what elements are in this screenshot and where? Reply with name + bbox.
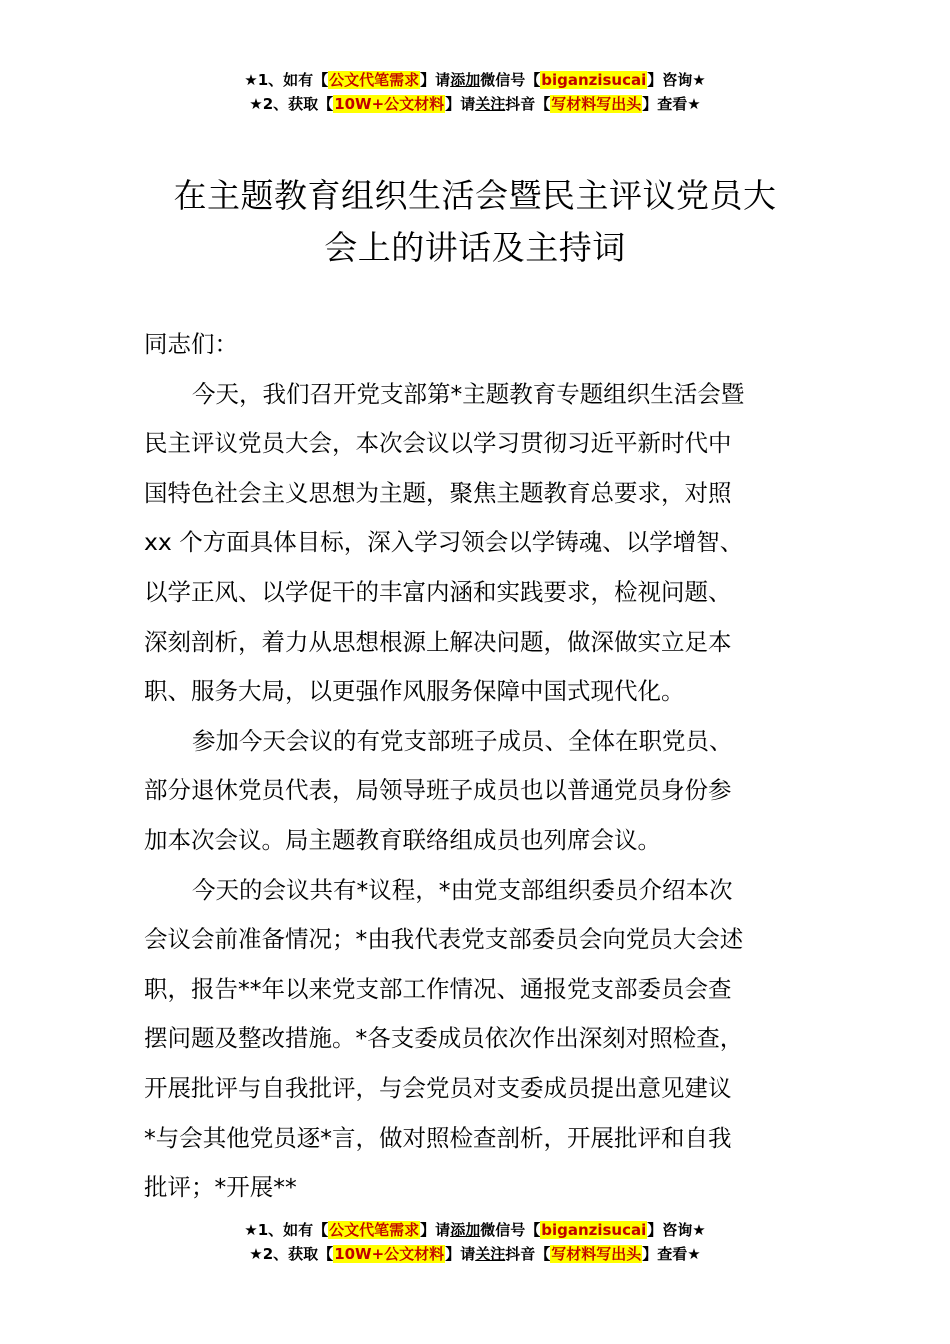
promo-line-1: ★1、如有【公文代笔需求】请添加微信号【biganzisucai】咨询★ xyxy=(244,71,706,89)
promo-line-2: ★2、获取【10W+公文材料】请关注抖音【写材料写出头】查看★ xyxy=(249,1245,701,1263)
paragraph-line: 参加今天会议的有党支部班子成员、全体在职党员、 xyxy=(192,726,733,755)
paragraph-line: 以学正风、以学促干的丰富内涵和实践要求，检视问题、 xyxy=(144,577,732,606)
header-promo xyxy=(0,68,950,116)
paragraph-line: xx 个方面具体目标，深入学习领会以学铸魂、以学增智、 xyxy=(144,528,744,557)
paragraph-line: 国特色社会主义思想为主题，聚焦主题教育总要求，对照 xyxy=(144,478,732,507)
paragraph-line: 加本次会议。局主题教育联络组成员也列席会议。 xyxy=(144,825,661,854)
paragraph-line: 职、服务大局，以更强作风服务保障中国式现代化。 xyxy=(144,677,685,706)
document-body xyxy=(144,320,809,1213)
paragraph-line: 今天，我们召开党支部第*主题教育专题组织生活会暨 xyxy=(192,379,745,408)
promo-line-2: ★2、获取【10W+公文材料】请关注抖音【写材料写出头】查看★ xyxy=(249,95,701,113)
promo-wechat-id: biganzisucai xyxy=(541,1221,647,1239)
paragraph-line: 批评；*开展** xyxy=(144,1173,297,1202)
promo-highlight: 10W+公文材料 xyxy=(334,1245,445,1263)
paragraph-line: *与会其他党员逐*言，做对照检查剖析，开展批评和自我 xyxy=(144,1123,732,1152)
footer-promo xyxy=(0,1218,950,1266)
promo-highlight: 公文代笔需求 xyxy=(329,71,420,89)
promo-highlight: 10W+公文材料 xyxy=(334,95,445,113)
paragraph-line: 部分退休党员代表，局领导班子成员也以普通党员身份参 xyxy=(144,776,732,805)
title-line: 在主题教育组织生活会暨民主评议党员大 xyxy=(173,176,777,215)
paragraph-line: 摆问题及整改措施。*各支委成员依次作出深刻对照检查， xyxy=(144,1024,744,1053)
promo-line-1: ★1、如有【公文代笔需求】请添加微信号【biganzisucai】咨询★ xyxy=(244,1221,706,1239)
paragraph-line: 职，报告**年以来党支部工作情况、通报党支部委员会查 xyxy=(144,974,732,1003)
promo-highlight: 公文代笔需求 xyxy=(329,1221,420,1239)
promo-wechat-id: biganzisucai xyxy=(541,71,647,89)
title-line: 会上的讲话及主持词 xyxy=(324,228,626,267)
document-title xyxy=(120,170,830,274)
paragraph-line: 深刻剖析，着力从思想根源上解决问题，做深做实立足本 xyxy=(144,627,732,656)
paragraph-line: 会议会前准备情况；*由我代表党支部委员会向党员大会述 xyxy=(144,925,744,954)
promo-douyin-id: 写材料写出头 xyxy=(551,95,642,113)
promo-douyin-id: 写材料写出头 xyxy=(551,1245,642,1263)
paragraph-line: 今天的会议共有*议程，*由党支部组织委员介绍本次 xyxy=(192,875,733,904)
paragraph-line: 民主评议党员大会，本次会议以学习贯彻习近平新时代中 xyxy=(144,429,732,458)
paragraph-line: 开展批评与自我批评，与会党员对支委成员提出意见建议 xyxy=(144,1073,732,1102)
salutation: 同志们： xyxy=(144,330,238,358)
